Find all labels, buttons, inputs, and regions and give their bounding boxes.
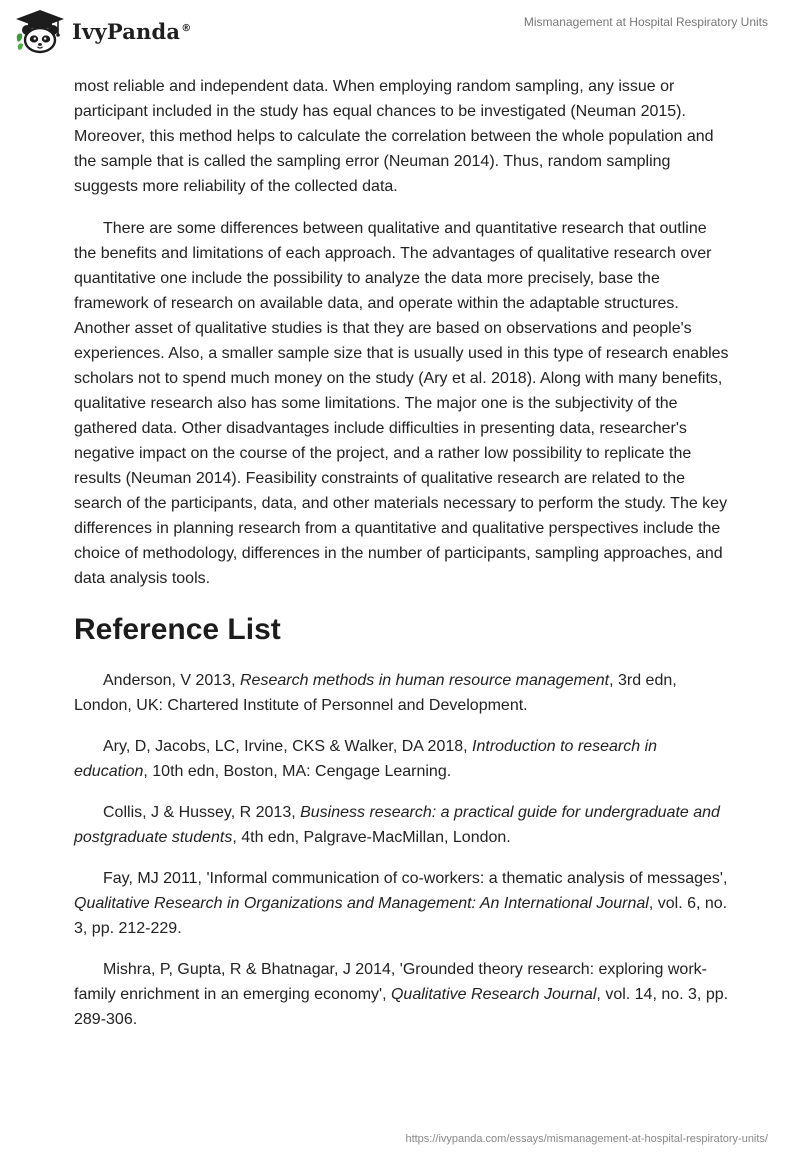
document-title: Mismanagement at Hospital Respiratory Units xyxy=(523,15,768,29)
reference-entry: Collis, J & Hussey, R 2013, Business research: a practical guide for undergraduate and postgraduate students, 4th edn, Palgrave-MacMillan, London. xyxy=(74,804,720,846)
page-header xyxy=(0,0,800,64)
logo-wordmark: IvyPanda® xyxy=(72,18,192,44)
essay-content xyxy=(74,74,729,1048)
ivypanda-logo[interactable] xyxy=(14,8,191,54)
reference-entry: Anderson, V 2013, Research methods in human resource management, 3rd edn, London, UK: Chartered Institute of Personnel and Development. xyxy=(74,672,677,714)
reference-entry: Fay, MJ 2011, 'Informal communication of co-workers: a thematic analysis of messages', Qualitative Research in Organizations and Management: An International Journal, vol. 6, no. 3, pp. 212-229. xyxy=(74,870,728,937)
reference-list-heading: Reference List xyxy=(74,613,281,646)
body-paragraph: There are some differences between qualitative and quantitative research that outline the benefits and limitations of each approach. The advantages of qualitative research over quantitative one include the possibility to analyze the data more precisely, base the framework of research on available data, and operate within the adaptable structures. Another asset of qualitative studies is that they are based on observations and people's experiences. Also, a smaller sample size that is usually used in this type of research enables scholars not to spend much money on the study (Ary et al. 2018). Along with many benefits, qualitative research also has some limitations. The major one is the subjectivity of the gathered data. Other disadvantages include difficulties in presenting data, researcher's negative impact on the course of the project, and a rather low possibility to replicate the results (Neuman 2014). Feasibility constraints of qualitative research are related to the search of the participants, data, and other materials necessary to perform the study. The key differences in planning research from a quantitative and qualitative perspectives include the choice of methodology, differences in the number of participants, sampling approaches, and data analysis tools. xyxy=(74,220,729,587)
body-paragraph: most reliable and independent data. When employing random sampling, any issue or participant included in the study has equal chances to be investigated (Neuman 2015). Moreover, this method helps to calculate the correlation between the whole population and the sample that is called the sampling error (Neuman 2014). Thus, random sampling suggests more reliability of the collected data. xyxy=(74,78,714,195)
panda-graduate-icon xyxy=(14,8,66,54)
reference-entry: Ary, D, Jacobs, LC, Irvine, CKS & Walker, DA 2018, Introduction to research in education, 10th edn, Boston, MA: Cengage Learning. xyxy=(74,738,658,780)
source-url-link[interactable]: https://ivypanda.com/essays/mismanagement-at-hospital-respiratory-units/ xyxy=(405,1133,768,1145)
reference-entry: Mishra, P, Gupta, R & Bhatnagar, J 2014, 'Grounded theory research: exploring work-family enrichment in an emerging economy', Qualitative Research Journal, vol. 14, no. 3, pp. 289-306. xyxy=(74,961,729,1028)
